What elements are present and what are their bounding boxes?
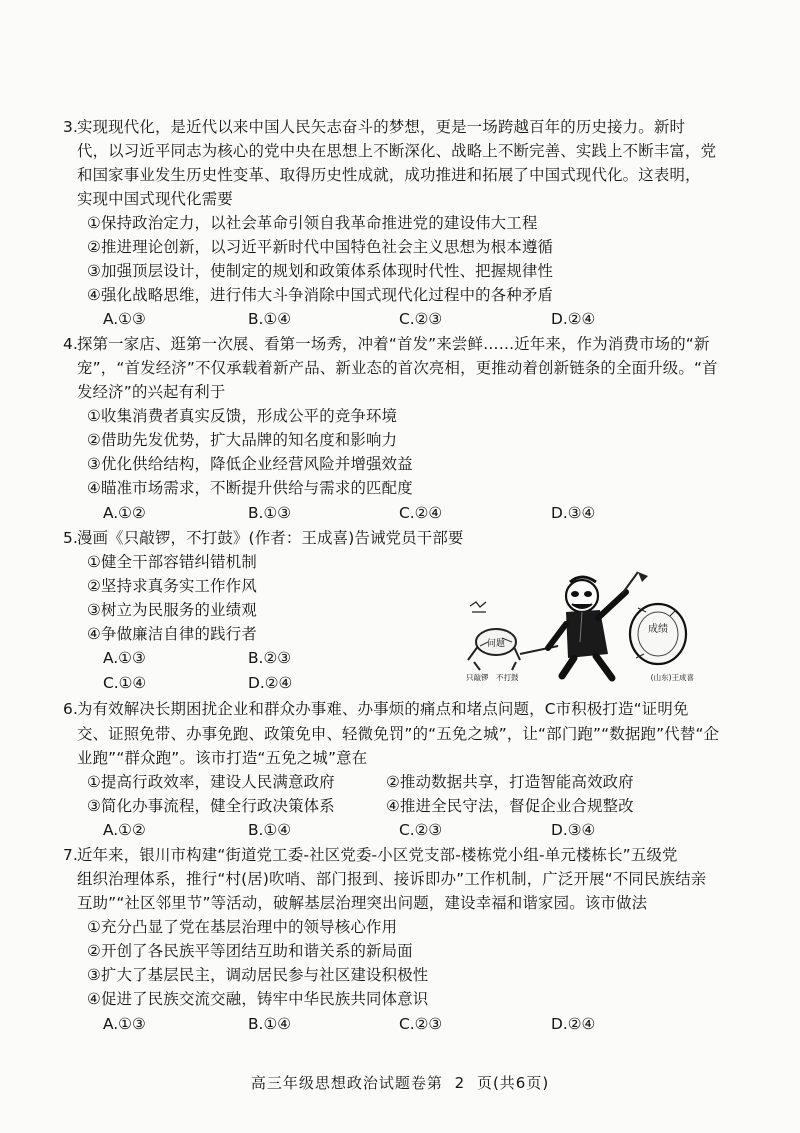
page-footer xyxy=(0,1072,800,1093)
question-stem-line: 漫画《只敲锣，不打鼓》(作者：王成喜)告诫党员干部要 xyxy=(77,529,464,547)
page-number: 2 xyxy=(454,1074,466,1092)
drum-label: 成绩 xyxy=(648,624,668,635)
answer-choice-c: C.②③ xyxy=(399,310,443,328)
answer-choice-b: B.①④ xyxy=(248,821,292,839)
question-stem-line: 组织治理体系，推行“村(居)吹哨、部门报到、接诉即办”工作机制，广泛开展“不同民族结亲 xyxy=(77,870,707,888)
answer-choice-a: A.①③ xyxy=(103,649,146,667)
option-statement: ④促进了民族交流交融，铸牢中华民族共同体意识 xyxy=(87,990,429,1008)
question-number: 6. xyxy=(63,700,79,718)
answer-choice-a: A.①② xyxy=(103,821,146,839)
cartoon-caption: 只敲锣 不打鼓 xyxy=(466,673,519,682)
option-statement: ①保持政治定力，以社会革命引领自我革命推进党的建设伟大工程 xyxy=(87,214,538,232)
question-stem-line: 为有效解决长期困扰企业和群众办事难、办事烦的痛点和堵点问题，C市积极打造“证明免 xyxy=(77,700,689,718)
cartoon-official-figure xyxy=(548,577,626,678)
answer-choice-c: C.②③ xyxy=(399,821,443,839)
option-statement: ④瞄准市场需求，不断提升供给与需求的匹配度 xyxy=(87,479,413,497)
option-statement: ②开创了各民族平等团结互助和谐关系的新局面 xyxy=(87,942,413,960)
option-statement: ①健全干部容错纠错机制 xyxy=(87,553,257,571)
answer-choice-b: B.①③ xyxy=(248,504,292,522)
question-stem-line: 互助”“社区邻里节”等活动，破解基层治理突出问题，建设幸福和谐家园。该市做法 xyxy=(77,894,648,912)
answer-choice-a: A.①③ xyxy=(103,310,146,328)
gong-label: 问题 xyxy=(486,639,506,649)
option-statement: ①充分凸显了党在基层治理中的领导核心作用 xyxy=(87,918,398,936)
option-statement: ③简化办事流程，健全行政决策体系 xyxy=(87,797,335,815)
option-statement: ③扩大了基层民主，调动居民参与社区建设积极性 xyxy=(87,966,429,984)
answer-choice-d: D.③④ xyxy=(551,504,596,522)
option-statement: ①提高行政效率，建设人民满意政府 xyxy=(87,773,335,791)
option-statement: ②借助先发优势，扩大品牌的知名度和影响力 xyxy=(87,431,398,449)
question-stem-line: 近年来，银川市构建“街道党工委-社区党委-小区党支部-楼栋党小组-单元楼栋长”五级党 xyxy=(77,846,678,864)
drum-stick xyxy=(622,572,638,594)
question-stem-line: 和国家事业发生历史性变革、取得历史性成就，成功推进和拓展了中国式现代化。这表明， xyxy=(77,166,701,184)
question-stem-line: 实现现代化，是近代以来中国人民矢志奋斗的梦想，更是一场跨越百年的历史接力。新时 xyxy=(77,118,686,136)
option-statement: ③优化供给结构，降低企业经营风险并增强效益 xyxy=(87,455,413,473)
option-statement: ④争做廉洁自律的践行者 xyxy=(87,625,257,643)
cartoon-credit: (山东)王成喜 xyxy=(650,673,694,682)
question-number: 4. xyxy=(63,335,79,353)
question-stem-line: 业跑”“群众跑”。该市打造“五免之城”意在 xyxy=(77,749,368,767)
question-stem-line: 实现中国式现代化需要 xyxy=(77,190,233,208)
question-stem-line: 发经济”的兴起有利于 xyxy=(77,383,226,401)
answer-choice-c: C.②③ xyxy=(399,1015,443,1033)
drum xyxy=(630,604,686,664)
question-number: 7. xyxy=(63,846,79,864)
flag-icon xyxy=(638,572,648,582)
answer-choice-a: A.①② xyxy=(103,504,146,522)
option-statement: ②坚持求真务实工作作风 xyxy=(87,577,257,595)
answer-choice-d: D.②④ xyxy=(551,310,596,328)
question-number: 3. xyxy=(63,118,79,136)
answer-choice-c: C.①④ xyxy=(103,674,147,692)
answer-choice-a: A.①③ xyxy=(103,1015,146,1033)
answer-choice-d: D.②④ xyxy=(551,1015,596,1033)
footer-title: 高三年级思想政治试题卷第 xyxy=(250,1074,443,1092)
answer-choice-b: B.②③ xyxy=(248,649,292,667)
option-statement: ②推动数据共享，打造智能高效政府 xyxy=(386,773,634,791)
answer-choice-d: D.②④ xyxy=(248,674,293,692)
footer-page-total: 页(共6页) xyxy=(476,1074,550,1092)
artist-seal-mark xyxy=(470,602,486,612)
question-stem-line: 代，以习近平同志为核心的党中央在思想上不断深化、战略上不断完善、实践上不断丰富，党 xyxy=(77,142,717,160)
option-statement: ③树立为民服务的业绩观 xyxy=(87,601,257,619)
option-statement: ③加强顶层设计，使制定的规划和政策体系体现时代性、把握规律性 xyxy=(87,262,554,280)
option-statement: ④推进全民守法，督促企业合规整改 xyxy=(386,797,634,815)
answer-choice-b: B.①④ xyxy=(248,310,292,328)
question-stem-line: 交、证照免带、办事免跑、政策免申、轻微免罚”的“五免之城”，让“部门跑”“数据跑”代替“企 xyxy=(77,725,720,743)
answer-choice-c: C.②④ xyxy=(399,504,443,522)
option-statement: ④强化战略思维，进行伟大斗争消除中国式现代化过程中的各种矛盾 xyxy=(87,286,554,304)
option-statement: ②推进理论创新，以习近平新时代中国特色社会主义思想为根本遵循 xyxy=(87,238,554,256)
question-stem-line: 宠”，“首发经济”不仅承载着新产品、新业态的首次亮相，更推动着创新链条的全面升级。“首 xyxy=(77,359,718,377)
gong xyxy=(468,629,520,670)
question-stem-line: 探第一家店、逛第一次展、看第一场秀，冲着“首发”来尝鲜……近年来，作为消费市场的“新 xyxy=(77,335,710,353)
answer-choice-d: D.③④ xyxy=(551,821,596,839)
cartoon-illustration xyxy=(462,568,698,684)
option-statement: ①收集消费者真实反馈，形成公平的竞争环境 xyxy=(87,407,398,425)
answer-choice-b: B.①④ xyxy=(248,1015,292,1033)
question-number: 5. xyxy=(63,529,79,547)
